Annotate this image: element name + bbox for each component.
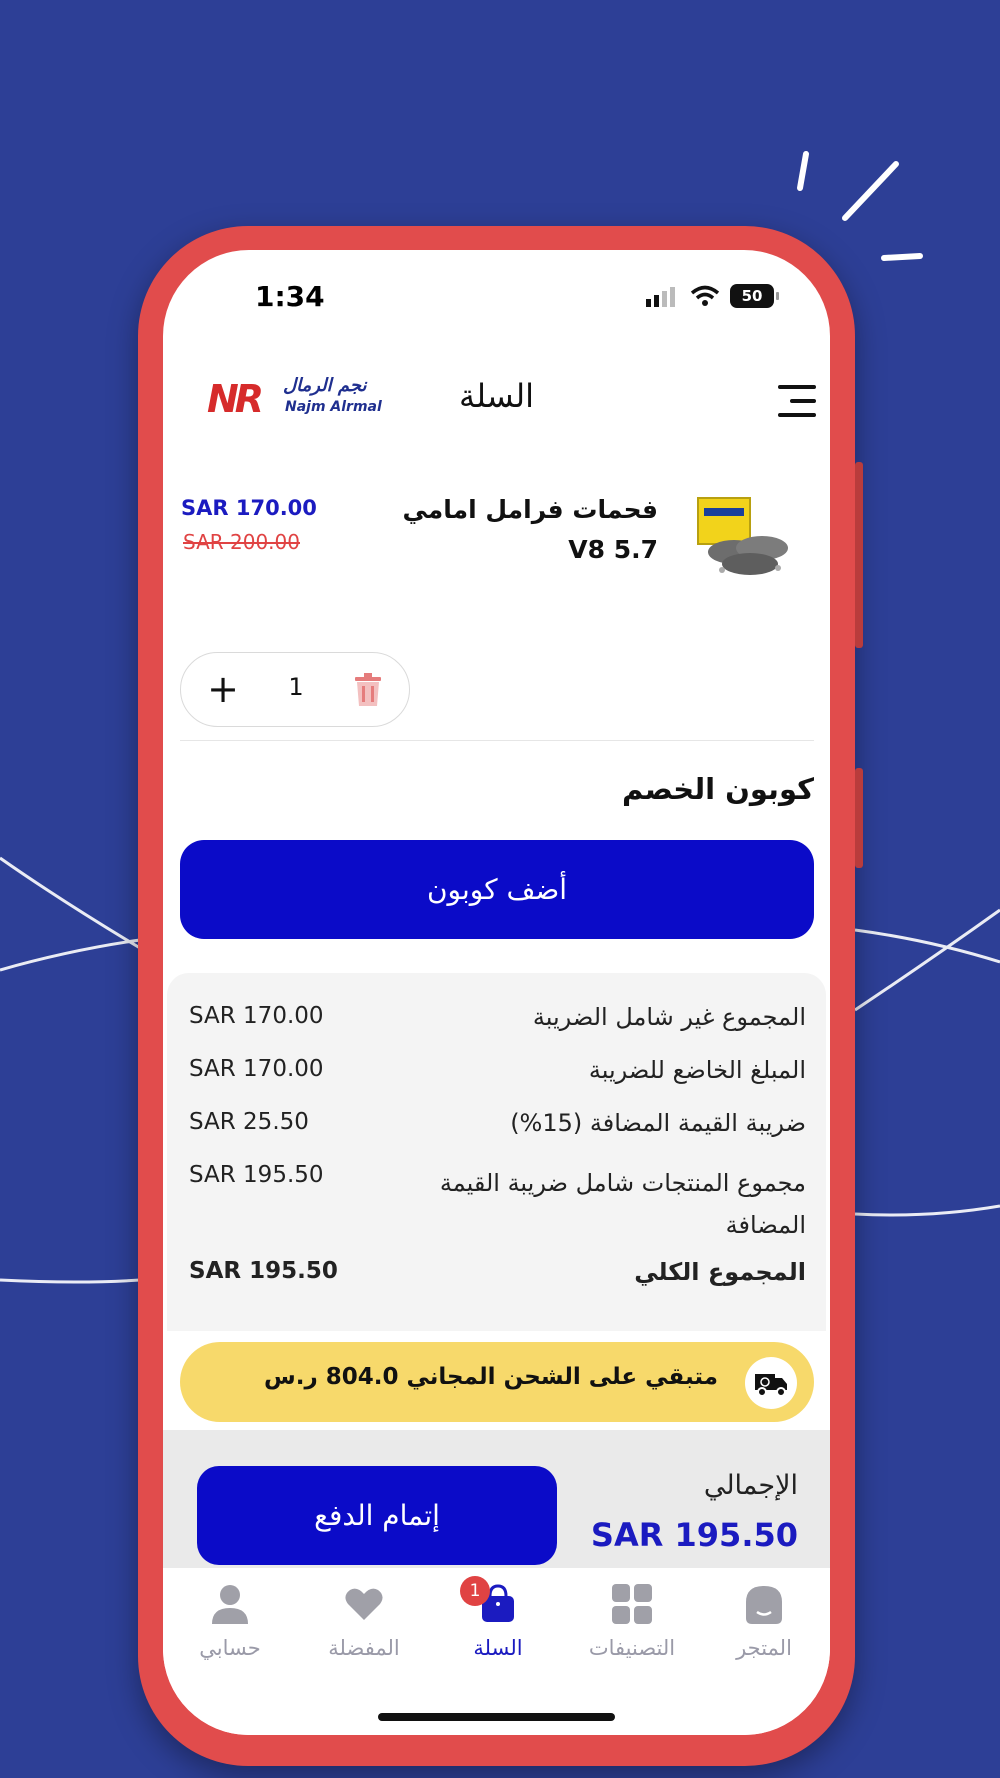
divider [180,740,814,741]
power-button [855,768,863,868]
summary-row-label: المجموع غير شامل الضريبة [532,1003,806,1031]
free-shipping-text: متبقي على الشحن المجاني 804.0 ر.س [264,1364,718,1390]
grand-total-value: SAR 195.50 [189,1258,338,1284]
summary-row-label: ضريبة القيمة المضافة (15%) [510,1109,806,1137]
increase-quantity-button[interactable]: + [207,667,239,711]
product-image[interactable] [694,490,794,580]
grid-icon [610,1582,654,1626]
battery-icon: 50 [730,284,774,308]
logo-english-text: Najm Alrmal [285,399,382,415]
page-title: السلة [459,377,534,415]
cart-item [163,490,830,610]
status-time: 1:34 [255,280,325,313]
quantity-stepper [180,652,410,727]
tab-store-label: المتجر [736,1636,792,1660]
summary-row-value: SAR 170.00 [189,1003,324,1029]
tab-categories[interactable] [567,1582,697,1672]
summary-row-value: SAR 25.50 [189,1109,309,1135]
cart-count-badge: 1 [460,1576,490,1606]
home-indicator[interactable] [378,1713,615,1721]
tab-account[interactable] [165,1582,295,1672]
tab-cart[interactable] [433,1582,563,1672]
checkout-bar [163,1430,830,1570]
product-old-price: SAR 200.00 [183,530,300,554]
app-header [163,365,830,435]
coupon-title: كوبون الخصم [621,772,814,806]
app-screen [163,250,830,1735]
tab-cart-label: السلة [473,1636,523,1660]
store-icon [742,1582,786,1626]
grand-total-label: المجموع الكلي [634,1258,806,1286]
trash-icon[interactable] [353,673,383,707]
product-name[interactable]: فحمات فرامل امامي V8 5.7 [402,495,658,564]
heart-icon [342,1582,386,1626]
logo-arabic-text: نجم الرمال [283,375,367,396]
bottom-tab-bar [163,1568,830,1735]
tab-favorites[interactable] [299,1582,429,1672]
quantity-value: 1 [288,673,304,701]
wifi-icon [690,285,720,307]
free-shipping-banner [180,1342,814,1422]
total-label: الإجمالي [703,1470,798,1501]
menu-icon[interactable] [778,383,816,419]
add-coupon-button[interactable]: أضف كوبون [180,840,814,939]
total-value: SAR 195.50 [590,1516,798,1554]
tab-categories-label: التصنيفات [588,1636,676,1660]
checkout-button[interactable]: إتمام الدفع [197,1466,557,1565]
status-icons [646,284,774,308]
logo-mark: NR [207,377,261,421]
tab-account-label: حسابي [199,1636,261,1660]
summary-row-value: SAR 170.00 [189,1056,324,1082]
tab-store[interactable] [699,1582,829,1672]
tab-favorites-label: المفضلة [328,1636,400,1660]
bag-icon [469,1581,520,1626]
person-icon [208,1582,252,1626]
summary-row-label: مجموع المنتجات شامل ضريبة القيمة المضافة [439,1169,806,1239]
summary-row-label: المبلغ الخاضع للضريبة [588,1056,806,1084]
truck-icon [745,1357,797,1409]
signal-icon [646,285,680,307]
product-price: SAR 170.00 [181,496,317,520]
summary-row-value: SAR 195.50 [189,1162,324,1188]
order-summary [167,973,826,1331]
volume-button [855,462,863,648]
